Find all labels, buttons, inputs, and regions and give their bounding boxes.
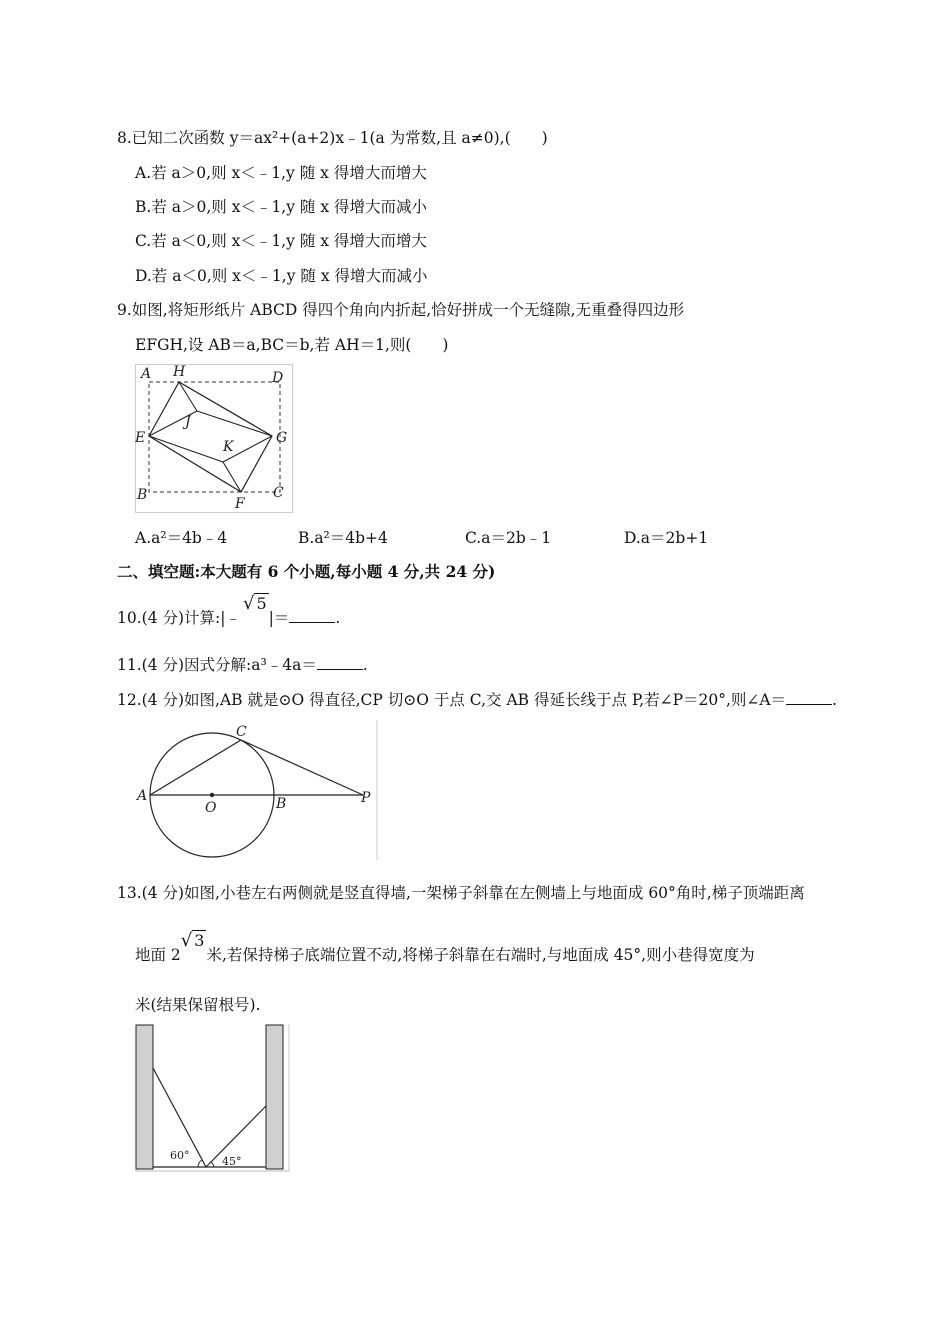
q12-figure [135,718,380,863]
q9-stem-line2: EFGH,设 AB＝a,BC＝b,若 AH＝1,则( ) [135,336,449,354]
q13-figure [135,1024,290,1174]
q12-line [117,690,837,710]
label-c: C [236,724,247,740]
label-o: O [205,800,217,816]
q8-option-d: D.若 a＜0,则 x＜﹣1,y 随 x 得增大而减小 [135,267,428,285]
q10-blank [289,608,335,623]
label-j: J [185,414,191,430]
q8-option-c: C.若 a＜0,则 x＜﹣1,y 随 x 得增大而增大 [135,232,427,250]
q9-stem-line1: 9.如图,将矩形纸片 ABCD 得四个角向内折起,恰好拼成一个无缝隙,无重叠得四边形 [117,301,685,319]
angle-label-45: 45° [222,1155,242,1168]
q13-radicand: 3 [194,931,205,950]
q9-option-c: C.a＝2b﹣1 [465,529,552,547]
section2-heading: 二、填空题:本大题有 6 个小题,每小题 4 分,共 24 分) [117,562,496,581]
fold-hj [179,382,197,411]
q10-suffix: |＝ [268,609,290,627]
q11-blank [317,655,363,670]
q13-line2-suffix: 米,若保持梯子底端位置不动,将梯子斜靠在右端时,与地面成 45°,则小巷得宽度为 [206,946,755,964]
q10-line [117,593,341,628]
quad-efgh [149,382,272,492]
angle-label-60: 60° [170,1149,190,1162]
left-wall [136,1025,153,1169]
angle-arc-left [198,1160,202,1167]
tangent-cp [241,740,363,795]
label-e: E [135,430,146,446]
q12-end: . [832,691,838,709]
label-f: F [235,496,245,512]
label-g: G [276,430,288,446]
q9-figure [135,364,295,514]
q13-line2-prefix: 地面 2 [135,946,181,964]
q9-option-a: A.a²＝4b﹣4 [135,529,228,547]
right-wall [266,1025,283,1169]
label-a: A [137,788,148,804]
q10-end: . [335,609,341,627]
q10-sqrt [243,594,269,614]
q8-option-b: B.若 a＞0,则 x＜﹣1,y 随 x 得增大而减小 [135,198,428,216]
q11-end: . [362,656,368,674]
q11-line [117,655,368,675]
radical-sign-icon: √ [180,930,193,951]
center-dot-o [210,793,214,797]
q9-option-b: B.a²＝4b+4 [298,529,388,547]
angle-arc-right [211,1162,214,1167]
label-h: H [173,364,186,380]
label-b: B [276,796,287,812]
label-d: D [272,370,284,386]
q12-blank [786,690,832,705]
label-p: P [361,790,371,806]
q9-option-d: D.a＝2b+1 [624,529,709,547]
q9-figure-frame [136,365,293,513]
q11-text: 11.(4 分)因式分解:a³﹣4a＝ [117,656,317,674]
q12-text: 12.(4 分)如图,AB 就是⊙O 得直径,CP 切⊙O 于点 C,交 AB 得延长线于点 P,若∠P＝20°,则∠A＝ [117,691,787,709]
q13-line3: 米(结果保留根号). [135,996,261,1014]
q8-stem: 8.已知二次函数 y＝ax²+(a+2)x﹣1(a 为常数,且 a≠0),( ) [117,129,548,147]
line-ac [150,740,241,795]
q13-line2 [135,930,755,965]
q10-radicand: 5 [256,594,267,613]
radical-sign-icon: √ [242,593,255,614]
fold-fk [223,462,241,492]
label-b: B [137,487,148,503]
q8-option-a: A.若 a＞0,则 x＜﹣1,y 随 x 得增大而增大 [135,164,427,182]
label-c: C [273,485,284,501]
q13-sqrt [181,931,207,951]
label-a: A [141,366,152,382]
q13-line1: 13.(4 分)如图,小巷左右两侧就是竖直得墙,一架梯子斜靠在左侧墙上与地面成 60°角时,梯子顶端距离 [117,884,805,902]
q10-prefix: 10.(4 分)计算:|﹣ [117,609,241,627]
label-k: K [223,439,234,455]
